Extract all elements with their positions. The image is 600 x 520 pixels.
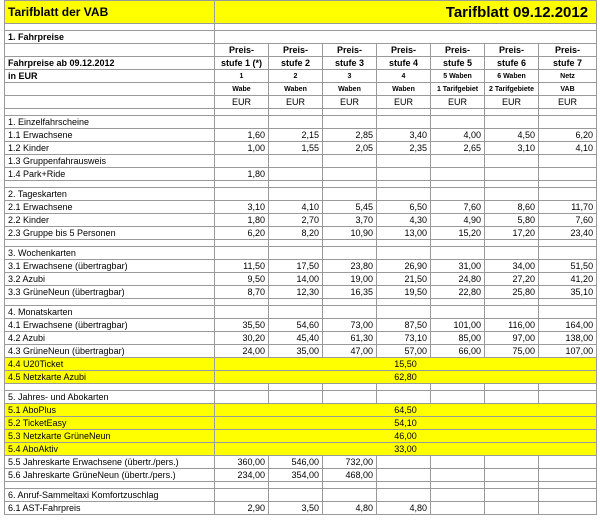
fare-label: 3.2 Azubi xyxy=(5,273,215,286)
fare-value: 57,00 xyxy=(377,345,431,358)
fare-value: 47,00 xyxy=(323,345,377,358)
fare-value xyxy=(485,502,539,515)
fare-value: 1,80 xyxy=(215,168,269,181)
section-title-row xyxy=(5,31,597,44)
fare-value: 3,50 xyxy=(269,502,323,515)
fare-value: 11,50 xyxy=(215,260,269,273)
fare-value: 4,80 xyxy=(323,502,377,515)
fare-value: 8,70 xyxy=(215,286,269,299)
fare-value: 3,10 xyxy=(215,201,269,214)
fare-value: 116,00 xyxy=(485,319,539,332)
fare-value: 3,10 xyxy=(485,142,539,155)
column-head-line2: stufe 3 xyxy=(323,57,377,70)
column-unit: EUR xyxy=(377,96,431,109)
fare-label: 5.2 TicketEasy xyxy=(5,417,215,430)
fare-value: 25,80 xyxy=(485,286,539,299)
fare-value: 1,60 xyxy=(215,129,269,142)
fare-value: 26,90 xyxy=(377,260,431,273)
fare-row xyxy=(5,286,597,299)
fare-merged-value: 46,00 xyxy=(215,430,597,443)
fare-value: 17,50 xyxy=(269,260,323,273)
fare-label: 3.3 GrüneNeun (übertragbar) xyxy=(5,286,215,299)
fare-row xyxy=(5,273,597,286)
fare-value xyxy=(431,502,485,515)
spacer-row xyxy=(5,299,597,306)
fare-value: 7,60 xyxy=(539,214,597,227)
fare-value: 360,00 xyxy=(215,456,269,469)
fare-value: 1,00 xyxy=(215,142,269,155)
fare-value: 6,20 xyxy=(215,227,269,240)
spacer-row xyxy=(5,482,597,489)
fare-value: 30,20 xyxy=(215,332,269,345)
fare-merged-value: 33,00 xyxy=(215,443,597,456)
group-title: 4. Monatskarten xyxy=(5,306,215,319)
column-head-line2: stufe 1 (*) xyxy=(215,57,269,70)
fare-value xyxy=(269,168,323,181)
fare-row xyxy=(5,443,597,456)
fare-value: 101,00 xyxy=(431,319,485,332)
fare-row xyxy=(5,371,597,384)
fare-value: 11,70 xyxy=(539,201,597,214)
fare-value: 23,80 xyxy=(323,260,377,273)
column-head-number: 6 Waben xyxy=(485,70,539,83)
fare-row xyxy=(5,168,597,181)
column-head-line1: Preis- xyxy=(485,44,539,57)
fare-value: 1,80 xyxy=(215,214,269,227)
fare-merged-value: 62,80 xyxy=(215,371,597,384)
fare-value: 6,20 xyxy=(539,129,597,142)
fare-value: 234,00 xyxy=(215,469,269,482)
fare-value: 19,50 xyxy=(377,286,431,299)
spacer-row xyxy=(5,181,597,188)
column-head-number: 1 xyxy=(215,70,269,83)
fare-row xyxy=(5,201,597,214)
fare-label: 4.4 U20Ticket xyxy=(5,358,215,371)
fare-row xyxy=(5,332,597,345)
header-row xyxy=(5,96,597,109)
fare-value: 2,15 xyxy=(269,129,323,142)
fare-value: 85,00 xyxy=(431,332,485,345)
column-head-line1: Preis- xyxy=(323,44,377,57)
fare-value: 31,00 xyxy=(431,260,485,273)
column-head-number: 3 xyxy=(323,70,377,83)
fare-row xyxy=(5,227,597,240)
fare-label: 1.2 Kinder xyxy=(5,142,215,155)
fare-value: 19,00 xyxy=(323,273,377,286)
fare-value: 2,70 xyxy=(269,214,323,227)
fare-value xyxy=(485,456,539,469)
group-title: 6. Anruf-Sammeltaxi Komfortzuschlag xyxy=(5,489,215,502)
column-unit: EUR xyxy=(485,96,539,109)
fare-value xyxy=(431,456,485,469)
fare-row xyxy=(5,345,597,358)
fare-value: 164,00 xyxy=(539,319,597,332)
fare-value xyxy=(539,155,597,168)
fare-label: 1.1 Erwachsene xyxy=(5,129,215,142)
fare-value xyxy=(539,456,597,469)
fare-label: 4.5 Netzkarte Azubi xyxy=(5,371,215,384)
fare-value: 51,50 xyxy=(539,260,597,273)
fare-value xyxy=(215,155,269,168)
column-unit: EUR xyxy=(269,96,323,109)
fare-value xyxy=(485,469,539,482)
fare-value: 7,60 xyxy=(431,201,485,214)
column-head-sub: 1 Tarifgebiet xyxy=(431,83,485,96)
fare-value: 3,70 xyxy=(323,214,377,227)
fare-merged-value: 15,50 xyxy=(215,358,597,371)
group-title-row xyxy=(5,306,597,319)
fare-row xyxy=(5,358,597,371)
sheet-date-title: Tarifblatt 09.12.2012 xyxy=(215,1,597,24)
fare-row xyxy=(5,502,597,515)
fare-value xyxy=(323,155,377,168)
column-head-sub: Waben xyxy=(323,83,377,96)
fare-value: 73,10 xyxy=(377,332,431,345)
fare-value: 9,50 xyxy=(215,273,269,286)
fare-label: 1.3 Gruppenfahrausweis xyxy=(5,155,215,168)
tariff-sheet xyxy=(4,0,596,515)
fare-value: 21,50 xyxy=(377,273,431,286)
fare-label: 4.1 Erwachsene (übertragbar) xyxy=(5,319,215,332)
fare-row xyxy=(5,260,597,273)
fare-value: 17,20 xyxy=(485,227,539,240)
column-head-line2: stufe 5 xyxy=(431,57,485,70)
fare-row xyxy=(5,142,597,155)
fare-value: 22,80 xyxy=(431,286,485,299)
fare-value: 732,00 xyxy=(323,456,377,469)
header-left-cell xyxy=(5,83,215,96)
column-head-line2: stufe 4 xyxy=(377,57,431,70)
fare-value: 66,00 xyxy=(431,345,485,358)
fare-value: 354,00 xyxy=(269,469,323,482)
fare-value: 13,00 xyxy=(377,227,431,240)
fare-row xyxy=(5,129,597,142)
fare-value xyxy=(539,168,597,181)
fare-value: 2,85 xyxy=(323,129,377,142)
fare-value xyxy=(377,168,431,181)
fare-label: 2.3 Gruppe bis 5 Personen xyxy=(5,227,215,240)
fare-value: 4,90 xyxy=(431,214,485,227)
fare-value: 61,30 xyxy=(323,332,377,345)
column-head-line2: stufe 6 xyxy=(485,57,539,70)
fare-value: 2,65 xyxy=(431,142,485,155)
fare-label: 4.2 Azubi xyxy=(5,332,215,345)
fare-value: 35,50 xyxy=(215,319,269,332)
fare-value: 3,40 xyxy=(377,129,431,142)
column-head-line1: Preis- xyxy=(215,44,269,57)
fare-value: 97,00 xyxy=(485,332,539,345)
fare-value: 87,50 xyxy=(377,319,431,332)
fare-value: 5,80 xyxy=(485,214,539,227)
header-row xyxy=(5,44,597,57)
fare-value: 10,90 xyxy=(323,227,377,240)
column-head-sub: Waben xyxy=(269,83,323,96)
group-title-row xyxy=(5,489,597,502)
fare-value: 2,90 xyxy=(215,502,269,515)
column-unit: EUR xyxy=(323,96,377,109)
fare-value: 2,05 xyxy=(323,142,377,155)
fare-value xyxy=(539,469,597,482)
column-head-line1: Preis- xyxy=(377,44,431,57)
spacer-row xyxy=(5,240,597,247)
group-title-row xyxy=(5,116,597,129)
fare-value xyxy=(323,168,377,181)
fare-label: 5.4 AboAktiv xyxy=(5,443,215,456)
fare-value: 4,10 xyxy=(269,201,323,214)
column-head-number: 5 Waben xyxy=(431,70,485,83)
column-unit: EUR xyxy=(431,96,485,109)
fare-label: 5.6 Jahreskarte GrüneNeun (übertr./pers.) xyxy=(5,469,215,482)
fare-row xyxy=(5,155,597,168)
column-head-line1: Preis- xyxy=(539,44,597,57)
fare-value xyxy=(485,168,539,181)
fare-value: 5,45 xyxy=(323,201,377,214)
fare-value: 54,60 xyxy=(269,319,323,332)
fare-value: 45,40 xyxy=(269,332,323,345)
column-head-sub: Wabe xyxy=(215,83,269,96)
column-head-line1: Preis- xyxy=(431,44,485,57)
fare-label: 3.1 Erwachsene (übertragbar) xyxy=(5,260,215,273)
group-title: 3. Wochenkarten xyxy=(5,247,215,260)
fare-label: 2.1 Erwachsene xyxy=(5,201,215,214)
spacer-row xyxy=(5,109,597,116)
fare-value: 24,80 xyxy=(431,273,485,286)
column-head-sub: VAB xyxy=(539,83,597,96)
fare-value: 4,10 xyxy=(539,142,597,155)
fare-row xyxy=(5,469,597,482)
fare-value: 35,00 xyxy=(269,345,323,358)
fare-value: 75,00 xyxy=(485,345,539,358)
fare-value: 73,00 xyxy=(323,319,377,332)
fare-label: 5.5 Jahreskarte Erwachsene (übertr./pers.) xyxy=(5,456,215,469)
column-head-sub: 2 Tarifgebiete xyxy=(485,83,539,96)
fare-value: 14,00 xyxy=(269,273,323,286)
fare-value xyxy=(485,155,539,168)
group-title-row xyxy=(5,247,597,260)
fare-value xyxy=(431,168,485,181)
fare-value: 4,30 xyxy=(377,214,431,227)
column-head-line2: stufe 7 xyxy=(539,57,597,70)
column-head-number: 2 xyxy=(269,70,323,83)
fare-value: 468,00 xyxy=(323,469,377,482)
column-unit: EUR xyxy=(539,96,597,109)
fare-label: 5.3 Netzkarte GrüneNeun xyxy=(5,430,215,443)
sheet-title: Tarifblatt der VAB xyxy=(5,1,215,24)
column-head-sub: Waben xyxy=(377,83,431,96)
fare-value: 34,00 xyxy=(485,260,539,273)
fare-label: 1.4 Park+Ride xyxy=(5,168,215,181)
fare-row xyxy=(5,430,597,443)
fare-value: 8,20 xyxy=(269,227,323,240)
fare-merged-value: 54,10 xyxy=(215,417,597,430)
spacer-row xyxy=(5,384,597,391)
column-head-number: Netz xyxy=(539,70,597,83)
fare-value xyxy=(377,456,431,469)
header-row xyxy=(5,57,597,70)
header-left-cell: in EUR xyxy=(5,70,215,83)
fare-value: 1,55 xyxy=(269,142,323,155)
fare-label: 5.1 AboPlus xyxy=(5,404,215,417)
fare-value: 2,35 xyxy=(377,142,431,155)
fare-value: 23,40 xyxy=(539,227,597,240)
fare-row xyxy=(5,404,597,417)
fare-value xyxy=(377,469,431,482)
header-left-cell: Fahrpreise ab 09.12.2012 xyxy=(5,57,215,70)
fare-label: 2.2 Kinder xyxy=(5,214,215,227)
spacer-row xyxy=(5,24,597,31)
header-row xyxy=(5,83,597,96)
header-left-cell xyxy=(5,96,215,109)
column-unit: EUR xyxy=(215,96,269,109)
tariff-table xyxy=(4,0,597,515)
fare-value: 12,30 xyxy=(269,286,323,299)
fare-value xyxy=(269,155,323,168)
column-head-number: 4 xyxy=(377,70,431,83)
fare-label: 4.3 GrüneNeun (übertragbar) xyxy=(5,345,215,358)
header-left-cell xyxy=(5,44,215,57)
fare-row xyxy=(5,214,597,227)
fare-value: 138,00 xyxy=(539,332,597,345)
fare-row xyxy=(5,319,597,332)
fare-value: 6,50 xyxy=(377,201,431,214)
fare-value: 27,20 xyxy=(485,273,539,286)
fare-value: 107,00 xyxy=(539,345,597,358)
group-title-row xyxy=(5,188,597,201)
fare-value: 4,50 xyxy=(485,129,539,142)
fare-value xyxy=(431,469,485,482)
fare-value: 16,35 xyxy=(323,286,377,299)
fare-value: 546,00 xyxy=(269,456,323,469)
group-title: 5. Jahres- und Abokarten xyxy=(5,391,215,404)
group-title-row xyxy=(5,391,597,404)
fare-merged-value: 64,50 xyxy=(215,404,597,417)
fare-value: 8,60 xyxy=(485,201,539,214)
fare-row xyxy=(5,417,597,430)
fare-value xyxy=(431,155,485,168)
column-head-line1: Preis- xyxy=(269,44,323,57)
fare-value xyxy=(539,502,597,515)
fare-value: 35,10 xyxy=(539,286,597,299)
fare-value: 4,00 xyxy=(431,129,485,142)
group-title: 2. Tageskarten xyxy=(5,188,215,201)
fare-value: 15,20 xyxy=(431,227,485,240)
fare-value: 24,00 xyxy=(215,345,269,358)
fare-value: 4,80 xyxy=(377,502,431,515)
title-band xyxy=(5,1,597,24)
fare-label: 6.1 AST-Fahrpreis xyxy=(5,502,215,515)
section-title: 1. Fahrpreise xyxy=(5,31,215,44)
header-row xyxy=(5,70,597,83)
fare-value xyxy=(377,155,431,168)
column-head-line2: stufe 2 xyxy=(269,57,323,70)
group-title: 1. Einzelfahrscheine xyxy=(5,116,215,129)
fare-value: 41,20 xyxy=(539,273,597,286)
fare-row xyxy=(5,456,597,469)
